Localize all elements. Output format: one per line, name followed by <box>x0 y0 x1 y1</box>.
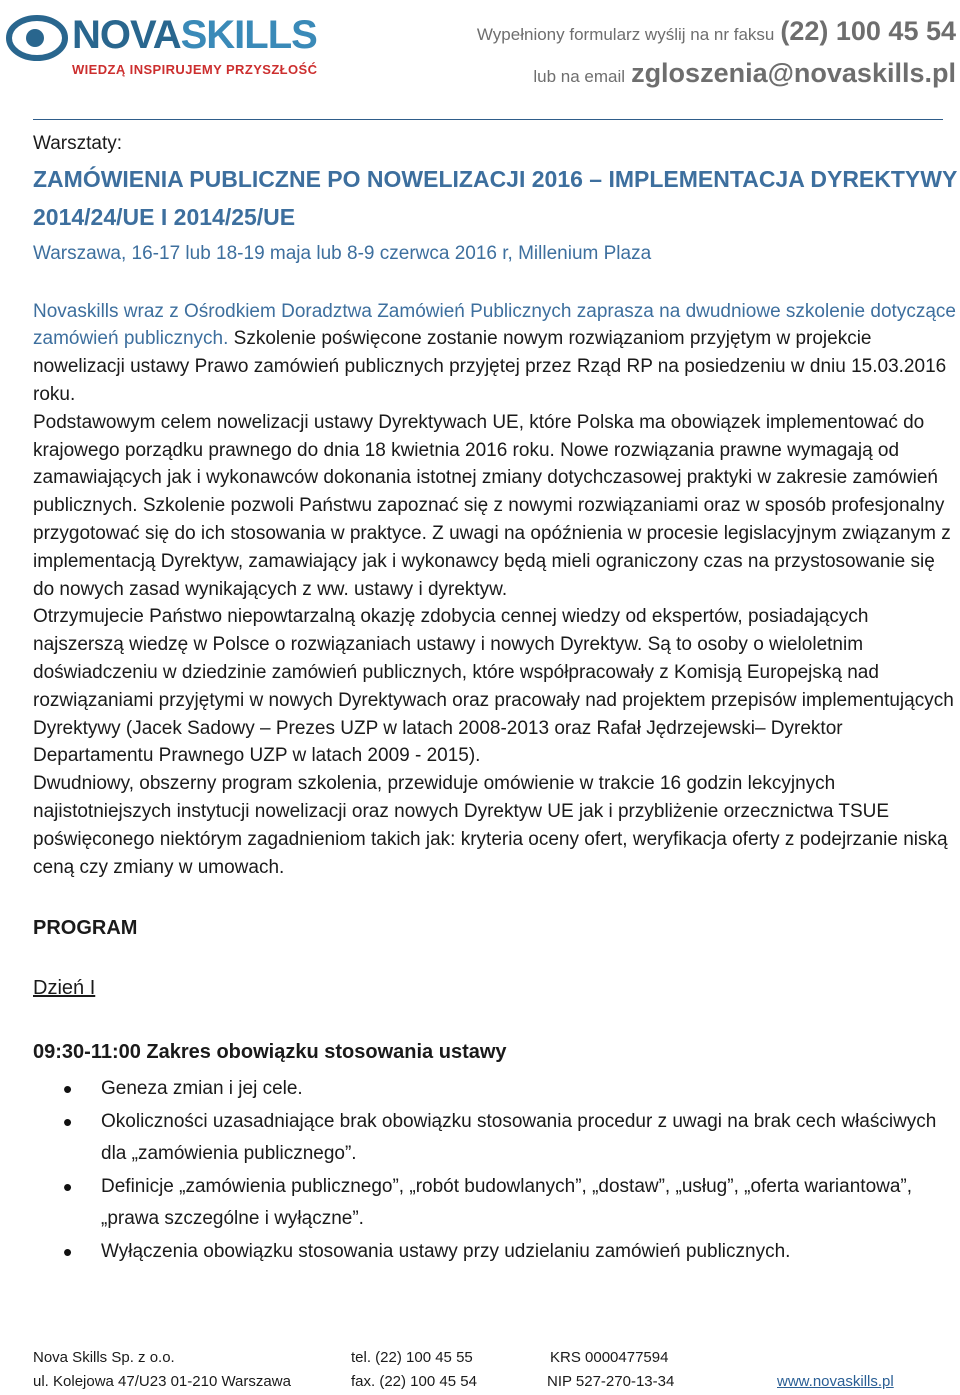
paragraph-1-text: Szkolenie poświęcone zostanie nowym rozwiązaniom przyjętym w projekcie nowelizacji ustawy Prawo zamówień publicznych przyjętej przez Rząd RP na posiedzeniu w dniu 15.03.2016 roku. <box>33 328 947 405</box>
workshop-label: Warsztaty: <box>33 133 123 154</box>
footer-krs: KRS 0000477594 <box>550 1349 669 1366</box>
fax-number: (22) 100 45 54 <box>780 16 956 46</box>
list-item: • Wyłączenia obowiązku stosowania ustawy przy udzielaniu zamówień publicznych. <box>33 1236 960 1268</box>
brand-part-nova: NOVA <box>72 13 181 57</box>
footer-company: Nova Skills Sp. z o.o. <box>33 1349 175 1366</box>
fax-label: Wypełniony formularz wyślij na nr faksu <box>476 25 775 44</box>
brand-part-skills: SKILLS <box>180 13 317 57</box>
brand-slogan: WIEDZĄ INSPIRUJEMY PRZYSZŁOŚĆ <box>72 62 318 77</box>
program-heading: PROGRAM <box>33 917 138 940</box>
list-item: • Definicje „zamówienia publicznego”, „robót budowlanych”, „dostaw”, „usług”, „oferta wariantowa”, „prawa szczególne i wyłączne”. <box>33 1171 960 1235</box>
footer-tel: tel. (22) 100 45 55 <box>351 1349 473 1366</box>
footer-fax: fax. (22) 100 45 54 <box>351 1373 477 1390</box>
email-label: lub na email <box>533 67 626 86</box>
logo-eye-icon <box>6 14 68 62</box>
fax-contact <box>477 16 956 47</box>
paragraph-3: Otrzymujecie Państwo niepowtarzalną okazję zdobycia cennej wiedzy od ekspertów, posiadających najszerszą wiedzę w Polsce o rozwiązaniach ustawy i nowych Dyrektyw. Są to osoby o wieloletnim doświadczeniu w dziedzinie zamówień publicznych, które współpracowały z Komisją Europejską nad rozwiązaniami przyjętymi w nowych Dyrektywach oraz pracowały nad projektem przepisów implementujących Dyrektywy (Jacek Sadowy – Prezes UZP w latach 2008-2013 oraz Rafał Jędrzejewski– Dyrektor Departamentu Prawnego UZP w latach 2009 - 2015). <box>33 606 954 767</box>
brand-wordmark <box>72 12 317 58</box>
paragraph-4: Dwudniowy, obszerny program szkolenia, przewiduje omówienie w trakcie 16 godzin lekcyjnych najistotniejszych instytucji nowelizacji oraz nowych Dyrektyw UE jak i przybliżenie orzecznictwa TSUE poświęconego niektórym zagadnieniom takich jak: kryteria oceny ofert, weryfikacja oferty z podejrzanie niską ceną czy zmiany w umowach. <box>33 773 948 878</box>
event-place-date: Warszawa, 16-17 lub 18-19 maja lub 8-9 czerwca 2016 r, Millenium Plaza <box>33 242 652 264</box>
email-address[interactable]: zgloszenia@novaskills.pl <box>631 58 956 88</box>
document-body <box>33 128 960 1269</box>
footer-website-link[interactable]: www.novaskills.pl <box>777 1373 894 1390</box>
paragraph-intro <box>33 298 960 409</box>
header-divider <box>33 119 943 120</box>
email-contact <box>533 58 956 89</box>
session-title: 09:30-11:00 Zakres obowiązku stosowania ustawy <box>33 1040 507 1063</box>
paragraph-2: Podstawowym celem nowelizacji ustawy Dyrektywach UE, które Polska ma obowiązek implementować do krajowego porządku prawnego do dnia 18 kwietnia 2016 roku. Nowe rozwiązania prawne wymagają od zamawiających jak i wykonawców dokonania istotnej zmiany dotychczasowej praktyki w zakresie zamówień publicznych. Szkolenie pozwoli Państwu zapoznać się z nowymi rozwiązaniami oraz w sposób profesjonalny przygotować się do ich stosowania w praktyce. Z uwagi na opóźnienia w procesie legislacyjnym związanym z implementacją Dyrektyw, zamawiający jak i wykonawcy będą mieli ograniczony czas na przystosowanie się do nowych zasad wynikających z ww. ustawy i dyrektyw. <box>33 411 951 600</box>
intro-text: Novaskills wraz z Ośrodkiem Doradztwa Zamówień Publicznych zaprasza na dwudniowe szkolenie dotyczące zamówień publicznych. <box>33 300 956 350</box>
document-title: ZAMÓWIENIA PUBLICZNE PO NOWELIZACJI 2016 – IMPLEMENTACJA DYREKTYWY 2014/24/UE I 2014/25/UE <box>33 165 957 230</box>
footer-nip: NIP 527-270-13-34 <box>547 1373 675 1390</box>
list-item: • Geneza zmian i jej cele. <box>33 1073 960 1105</box>
day-heading: Dzień I <box>33 977 96 1000</box>
list-item: • Okoliczności uzasadniające brak obowiązku stosowania procedur z uwagi na brak cech właściwych dla „zamówienia publicznego”. <box>33 1106 960 1170</box>
footer-address: ul. Kolejowa 47/U23 01-210 Warszawa <box>33 1373 291 1390</box>
session-topics-list <box>33 1073 960 1268</box>
